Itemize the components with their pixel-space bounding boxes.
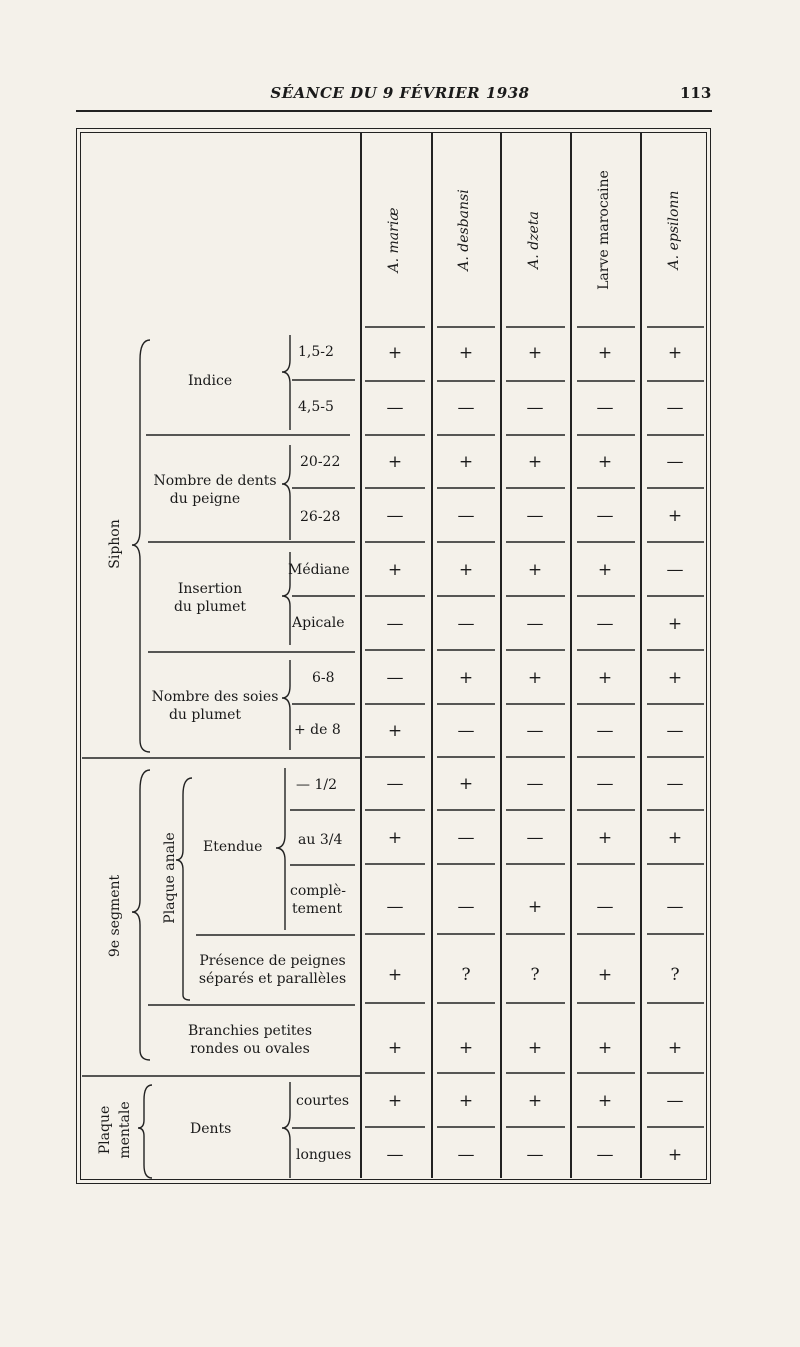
table-cell: + xyxy=(387,1038,403,1058)
table-cell: — xyxy=(526,774,544,794)
group-label-mentale: mentale xyxy=(117,1101,133,1159)
group-label-9e-segment: 9e segment xyxy=(107,874,123,958)
table-cell: + xyxy=(667,343,683,363)
row-label: 6-8 xyxy=(312,670,335,686)
row-label: 1,5-2 xyxy=(298,344,334,360)
table-cell: — xyxy=(526,1145,544,1165)
group-label-plaque-anale: Plaque anale xyxy=(162,832,178,924)
table-cell: + xyxy=(387,452,403,472)
table-cell: + xyxy=(597,828,613,848)
feature-label: du peigne xyxy=(169,491,241,507)
column-header: A. dzeta xyxy=(526,211,542,269)
row-label: 4,5-5 xyxy=(298,399,334,415)
table-cell: — xyxy=(457,506,475,526)
table-cell: — xyxy=(386,774,404,794)
table-cell: + xyxy=(597,1091,613,1111)
table-cell: + xyxy=(458,1038,474,1058)
table-cell: ? xyxy=(670,965,680,985)
table-cell: — xyxy=(596,1145,614,1165)
table-cell: — xyxy=(386,506,404,526)
table-cell: — xyxy=(526,721,544,741)
feature-label: du plumet xyxy=(173,599,247,615)
table-cell: — xyxy=(526,614,544,634)
row-label: 26-28 xyxy=(300,509,341,525)
row-label: complè- xyxy=(290,883,346,899)
group-label-plaque: Plaque xyxy=(97,1105,113,1155)
table-cell: + xyxy=(458,452,474,472)
group-label-siphon: Siphon xyxy=(107,519,123,569)
table-cell: + xyxy=(527,1038,543,1058)
table-cell: — xyxy=(666,560,684,580)
row-label: courtes xyxy=(296,1093,350,1109)
table-cell: — xyxy=(526,506,544,526)
column-header: A. desbansi xyxy=(456,189,472,271)
table-cell: + xyxy=(667,1038,683,1058)
table-cell: — xyxy=(386,614,404,634)
table-cell: ? xyxy=(461,965,471,985)
feature-label: Présence de peignes xyxy=(199,953,346,969)
feature-label: du plumet xyxy=(168,707,242,723)
table-cell: + xyxy=(527,668,543,688)
row-label: longues xyxy=(296,1147,352,1163)
row-label: tement xyxy=(292,901,343,917)
table-cell: + xyxy=(458,343,474,363)
table-cell: + xyxy=(597,560,613,580)
table-cell: + xyxy=(597,965,613,985)
table-cell: + xyxy=(458,1091,474,1111)
table-cell: + xyxy=(597,343,613,363)
table-cell: — xyxy=(386,668,404,688)
table-cell: + xyxy=(597,1038,613,1058)
feature-label: Dents xyxy=(190,1121,232,1137)
row-label: Médiane xyxy=(288,562,350,578)
column-header: A. epsilonn xyxy=(666,190,682,270)
table-cell: + xyxy=(667,828,683,848)
feature-label: séparés et parallèles xyxy=(198,971,347,987)
row-label: — 1/2 xyxy=(296,777,337,793)
feature-label: Branchies petites xyxy=(187,1023,313,1039)
table-cell: + xyxy=(667,668,683,688)
table-cell: + xyxy=(667,614,683,634)
table-cell: + xyxy=(458,774,474,794)
column-header: Larve marocaine xyxy=(596,170,612,290)
table-cell: — xyxy=(457,1145,475,1165)
table-cell: — xyxy=(596,398,614,418)
table-cell: + xyxy=(387,721,403,741)
row-label: 20-22 xyxy=(300,454,341,470)
table-cell: + xyxy=(527,1091,543,1111)
table-cell: — xyxy=(666,452,684,472)
table-cell: — xyxy=(596,506,614,526)
table-cell: + xyxy=(667,506,683,526)
page-number: 113 xyxy=(680,84,712,102)
table-cell: + xyxy=(387,965,403,985)
feature-label: Indice xyxy=(188,373,233,389)
table-cell: + xyxy=(597,452,613,472)
table-cell: + xyxy=(527,560,543,580)
table-cell: + xyxy=(527,897,543,917)
table-cell: — xyxy=(457,897,475,917)
table-cell: — xyxy=(457,828,475,848)
table-cell: — xyxy=(666,774,684,794)
table-cell: — xyxy=(666,398,684,418)
table-cell: — xyxy=(386,1145,404,1165)
table-cell: — xyxy=(386,897,404,917)
row-label: au 3/4 xyxy=(298,832,343,848)
table-cell: + xyxy=(387,560,403,580)
table-cell: + xyxy=(597,668,613,688)
table-cell: + xyxy=(667,1145,683,1165)
table-cell: — xyxy=(666,897,684,917)
table-cell: — xyxy=(386,398,404,418)
table-cell: + xyxy=(458,668,474,688)
page-header-title: SÉANCE DU 9 FÉVRIER 1938 xyxy=(270,84,530,102)
feature-label: rondes ou ovales xyxy=(190,1041,310,1057)
table-cell: — xyxy=(457,614,475,634)
table-cell: — xyxy=(666,721,684,741)
column-header: A. mariæ xyxy=(386,207,402,273)
table-cell: — xyxy=(596,774,614,794)
table-cell: — xyxy=(457,721,475,741)
feature-label: Nombre des soies xyxy=(151,689,279,705)
table-cell: + xyxy=(387,1091,403,1111)
table-cell: — xyxy=(596,897,614,917)
feature-label: Etendue xyxy=(203,839,263,855)
table-cell: + xyxy=(527,343,543,363)
table-cell: + xyxy=(387,343,403,363)
table-cell: — xyxy=(457,398,475,418)
table-cell: — xyxy=(596,721,614,741)
table-cell: — xyxy=(666,1091,684,1111)
table-cell: + xyxy=(387,828,403,848)
feature-label: Nombre de dents xyxy=(153,473,277,489)
table-cell: — xyxy=(526,398,544,418)
table-cell: + xyxy=(458,560,474,580)
table-cell: + xyxy=(527,452,543,472)
row-label: Apicale xyxy=(292,615,345,631)
row-label: + de 8 xyxy=(294,722,341,738)
table-cell: — xyxy=(526,828,544,848)
table-cell: ? xyxy=(530,965,540,985)
feature-label: Insertion xyxy=(177,581,243,597)
table-cell: — xyxy=(596,614,614,634)
